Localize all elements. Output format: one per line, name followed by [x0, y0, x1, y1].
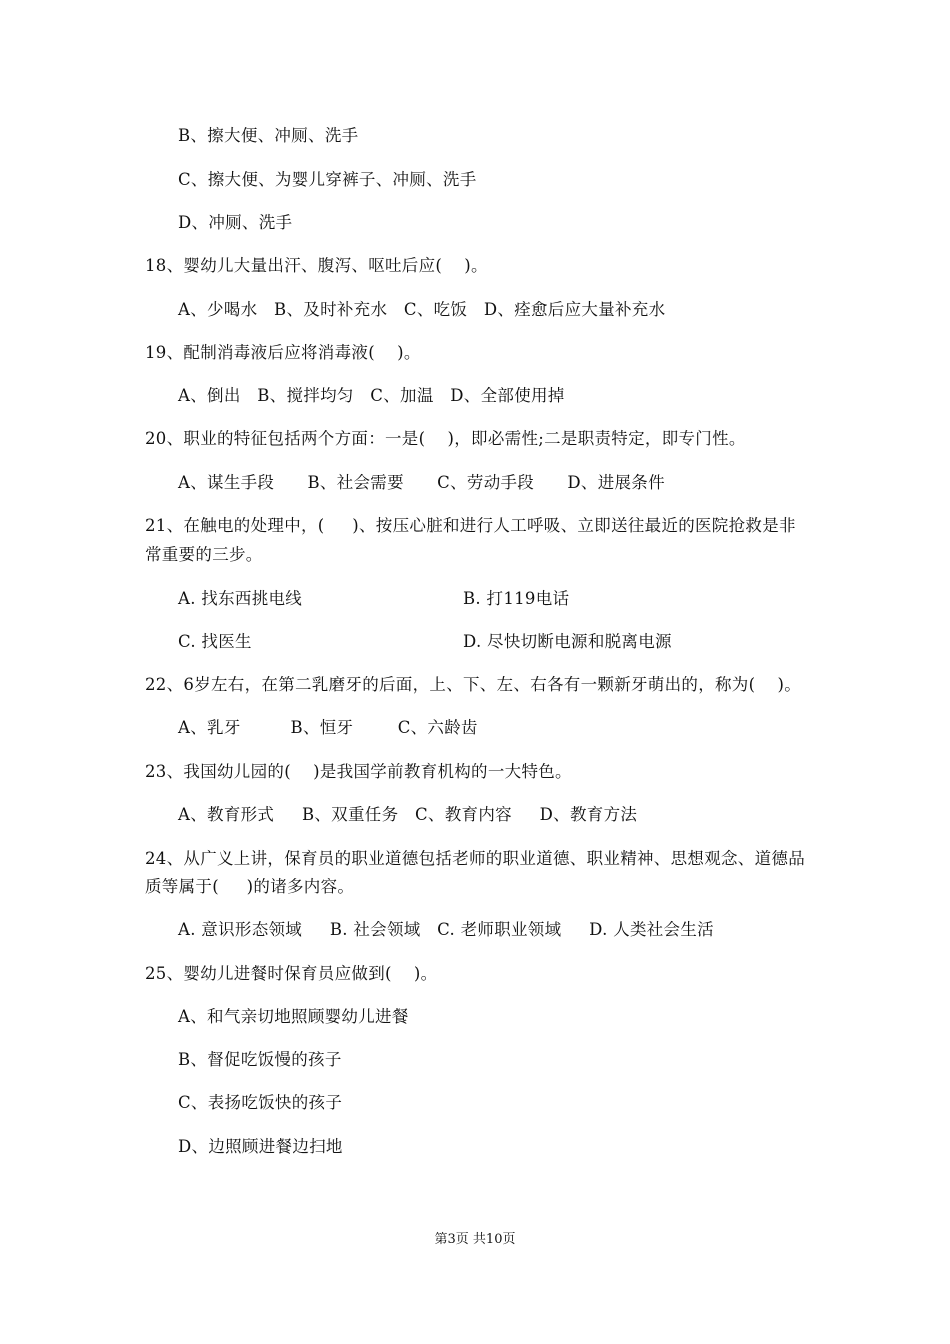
q24-stem-line1: 24、从广义上讲，保育员的职业道德包括老师的职业道德、职业精神、思想观念、道德品 [145, 849, 805, 868]
q23-stem: 23、我国幼儿园的( )是我国学前教育机构的一大特色。 [145, 762, 572, 781]
q20-stem: 20、职业的特征包括两个方面：一是( )，即必需性;二是职责特定，即专门性。 [145, 429, 746, 448]
q17-option-b: B、擦大便、冲厕、洗手 [178, 126, 359, 145]
q25-option-a: A、和气亲切地照顾婴幼儿进餐 [178, 1007, 409, 1026]
q19-options: A、倒出 B、搅拌均匀 C、加温 D、全部使用掉 [178, 386, 565, 405]
q25-option-c: C、表扬吃饭快的孩子 [178, 1093, 343, 1112]
q21-stem-line2: 常重要的三步。 [145, 545, 263, 564]
q17-option-c: C、擦大便、为婴儿穿裤子、冲厕、洗手 [178, 170, 477, 189]
q25-option-b: B、督促吃饭慢的孩子 [178, 1050, 342, 1069]
q25-stem: 25、婴幼儿进餐时保育员应做到( )。 [145, 964, 438, 983]
q18-options: A、少喝水 B、及时补充水 C、吃饭 D、痊愈后应大量补充水 [178, 300, 666, 319]
q21-option-d: D. 尽快切断电源和脱离电源 [463, 632, 672, 651]
q22-stem: 22、6岁左右，在第二乳磨牙的后面，上、下、左、右各有一颗新牙萌出的，称为( )。 [145, 675, 802, 694]
q21-option-a: A. 找东西挑电线 [178, 589, 303, 608]
q20-options: A、谋生手段 B、社会需要 C、劳动手段 D、进展条件 [178, 473, 665, 492]
q25-option-d: D、边照顾进餐边扫地 [178, 1137, 343, 1156]
q23-options: A、教育形式 B、双重任务 C、教育内容 D、教育方法 [178, 805, 638, 824]
q24-stem-line2: 质等属于( )的诸多内容。 [145, 877, 355, 896]
q21-option-c: C. 找医生 [178, 632, 252, 651]
q21-stem-line1: 21、在触电的处理中，( )、按压心脏和进行人工呼吸、立即送往最近的医院抢救是非 [145, 516, 796, 535]
q19-stem: 19、配制消毒液后应将消毒液( )。 [145, 343, 421, 362]
q24-options: A. 意识形态领域 B. 社会领域 C. 老师职业领域 D. 人类社会生活 [178, 920, 714, 939]
page-footer: 第3页 共10页 [434, 1232, 516, 1247]
q17-option-d: D、冲厕、洗手 [178, 213, 293, 232]
q18-stem: 18、婴幼儿大量出汗、腹泻、呕吐后应( )。 [145, 256, 488, 275]
q22-options: A、乳牙 B、恒牙 C、六龄齿 [178, 718, 478, 737]
q21-option-b: B. 打119电话 [463, 589, 570, 608]
